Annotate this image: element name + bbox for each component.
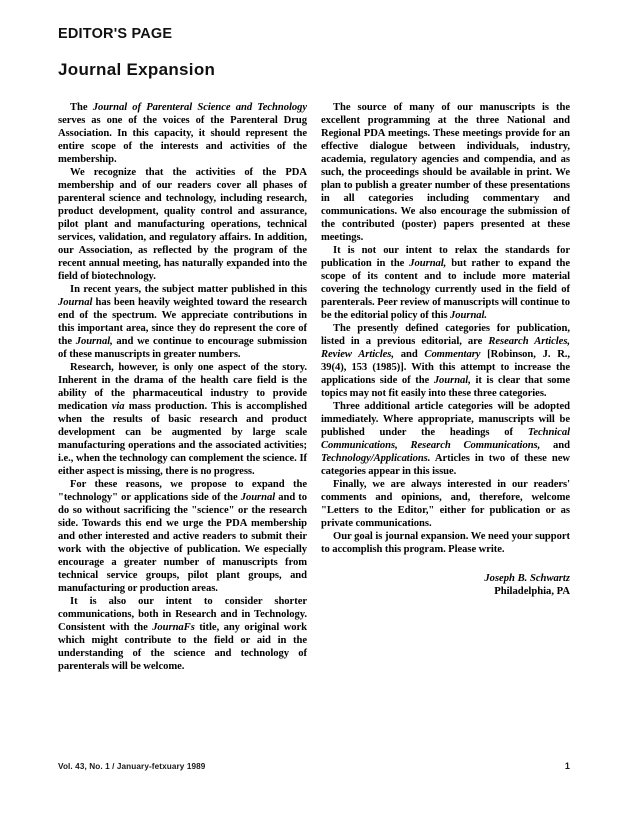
left-column: [58, 101, 307, 673]
italic-run: Journal of Parenteral Science and Technology: [92, 102, 307, 113]
italic-run: Journal,: [433, 375, 471, 386]
italic-run: Journal: [240, 492, 276, 503]
paragraph: The presently defined categories for publication, listed in a previous editorial, are Research Articles, Review Articles, and Commentary [Robinson, J. R., 39(4), 153 (1985)]. With this attempt to increase the applications side of the Journal, it is clear that some topics may not fit easily into these three categories.: [321, 323, 570, 399]
right-column: [321, 101, 570, 673]
volume-citation: Vol. 43, No. 1 / January-fetxuary 1989: [58, 762, 206, 771]
italic-run: Journal: [58, 297, 93, 308]
paragraph: Three additional article categories will be adopted immediately. Where appropriate, manuscripts will be published under the headings of Technical Communications, Research Communications, and Technology/Applications. Articles in two of these new categories appear in this issue.: [321, 401, 570, 477]
italic-run: Technical Communications, Research Communications,: [321, 427, 570, 451]
paragraph: It is also our intent to consider shorter communications, both in Research and in Technology. Consistent with the JournaFs title, any original work which might contribute to the field or aid in the understanding of the science and technology of parenterals will be welcome.: [58, 596, 307, 672]
author-name: Joseph B. Schwartz: [484, 573, 570, 584]
paragraph: Finally, we are always interested in our readers' comments and opinions, and, therefore, welcome "Letters to the Editor," either for publication or as private communications.: [321, 479, 570, 529]
page-title: Journal Expansion: [58, 60, 216, 79]
italic-run: Technology/Applications.: [321, 453, 431, 464]
paragraph: For these reasons, we propose to expand the "technology" or applications side of the Journal and to do so without sacrificing the "science" or the research side. Towards this end we urge the PDA membership and other interested and active readers to submit their work with the objective of publication. We especially encourage a greater number of manuscripts from technical service groups, pilot plant groups, and manufacturing or production areas.: [58, 479, 307, 594]
italic-run: Commentary: [424, 349, 481, 360]
italic-run: Research Articles, Review Articles,: [321, 336, 570, 360]
author-location: Philadelphia, PA: [494, 586, 570, 598]
paragraph: It is not our intent to relax the standards for publication in the Journal, but rather to expand the scope of its content and to include more material covering the technology currently used in the field of parenterals. Peer review of manuscripts will continue to be the editorial policy of this Journal.: [321, 245, 571, 321]
italic-run: Journal.: [450, 310, 488, 321]
italic-run: via: [111, 401, 125, 412]
paragraph: Research, however, is only one aspect of the story. Inherent in the drama of the health care field is the ability of the pharmaceutical industry to provide medication via mass production. This is accomplished when the results of basic research and product development can be augmented by large scale manufacturing operations and the associated activities; i.e., when the technology can complement the science. If either aspect is missing, there is no progress.: [58, 362, 307, 477]
signature-block: [321, 572, 570, 598]
paragraph: The source of many of our manuscripts is the excellent programming at the three National and Regional PDA meetings. These meetings provide for an effective dialogue between individuals, industry, academia, regulatory agencies and compendia, and as such, the proceedings should be available in print. We plan to publish a greater number of these presentations in all categories including commentary and communications. We also encourage the submission of the contributed (poster) papers presented at these meetings.: [321, 102, 570, 243]
page-footer: [58, 761, 570, 771]
section-label: EDITOR'S PAGE: [58, 26, 173, 42]
paragraph: The Journal of Parenteral Science and Technology serves as one of the voices of the Parenteral Drug Association. In this capacity, it should represent the entire scope of the interests and activities of the membership.: [58, 102, 307, 165]
page-number: 1: [564, 761, 570, 771]
paragraph: Our goal is journal expansion. We need your support to accomplish this program. Please write.: [321, 531, 570, 555]
paragraph: We recognize that the activities of the PDA membership and of our readers cover all phases of parenteral science and technology, including research, product development, quality control and assurance, pilot plant and manufacturing operations, technical services, validation, and regulatory affairs. In addition, our Association, as reflected by the program of the recent annual meeting, has naturally expanded into the field of biotechnology.: [58, 167, 307, 282]
right-column-text: [321, 101, 570, 556]
paragraph: In recent years, the subject matter published in this Journal has been heavily weighted toward the research end of the spectrum. We appreciate contributions in this important area, since they do represent the core of the Journal, and we continue to encourage submission of these manuscripts in greater numbers.: [58, 284, 307, 360]
article-body: [58, 101, 570, 673]
italic-run: Journal,: [75, 336, 113, 347]
italic-run: JournaFs: [152, 622, 195, 633]
italic-run: Journal,: [409, 258, 447, 269]
